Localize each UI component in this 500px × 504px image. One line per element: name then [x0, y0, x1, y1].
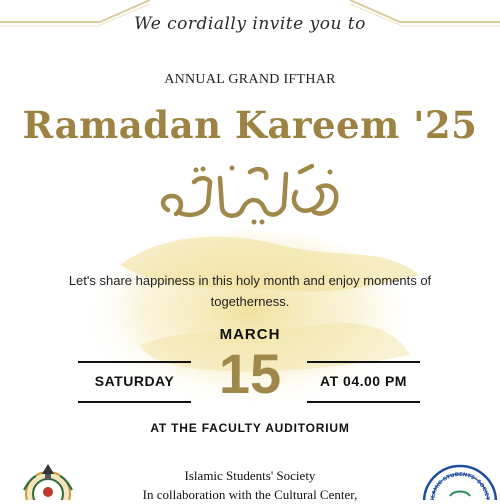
- event-subtitle: ANNUAL GRAND IFTHAR: [164, 72, 336, 87]
- right-top-rule: [307, 361, 420, 363]
- event-venue: AT THE FACULTY AUDITORIUM: [150, 421, 350, 435]
- event-day-number: 15: [218, 342, 282, 405]
- left-top-rule: [78, 361, 191, 363]
- seal-text: LAMIC STUDENTS' SOCIET: [430, 471, 490, 500]
- event-message: Let's share happiness in this holy month and enjoy moments of togetherness.: [68, 273, 432, 309]
- event-month: MARCH: [219, 326, 281, 343]
- organizer-line-2: In collaboration with the Cultural Center,: [142, 487, 358, 502]
- students-society-seal-icon: [420, 462, 500, 500]
- organizer-line-1: Islamic Students' Society: [184, 468, 316, 483]
- invite-line: We cordially invite you to: [134, 14, 366, 34]
- event-time: AT 04.00 PM: [320, 373, 407, 389]
- left-bottom-rule: [78, 401, 191, 403]
- right-bottom-rule: [307, 401, 420, 403]
- ramadan-kareem-calligraphy-icon: [150, 152, 350, 232]
- event-title: Ramadan Kareem '25: [22, 103, 478, 147]
- event-weekday: SATURDAY: [94, 373, 175, 389]
